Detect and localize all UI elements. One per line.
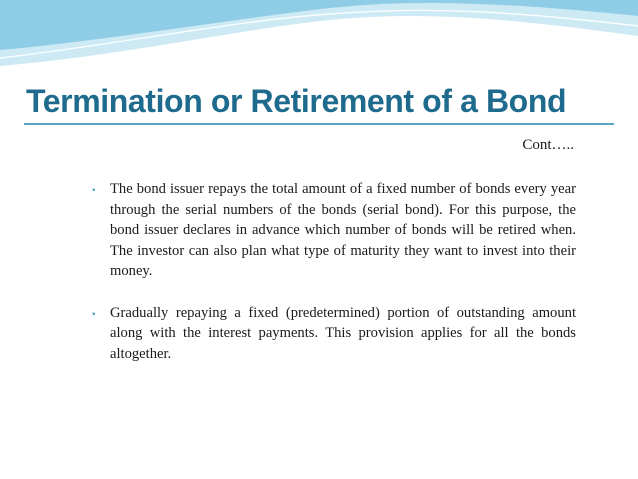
slide-title: Termination or Retirement of a Bond [26, 83, 567, 119]
continuation-label: Cont….. [522, 137, 574, 153]
title-underline [24, 123, 614, 125]
square-bullet-icon: ▪ [92, 308, 96, 320]
bullet-list [92, 179, 576, 385]
square-bullet-icon: ▪ [92, 185, 96, 196]
bullet-item [92, 303, 576, 365]
header-wave-decoration [0, 0, 638, 80]
bullet-text: Gradually repaying a fixed (predetermined) portion of outstanding amount along with the interest payments. This provision applies for all the bonds altogether. [110, 304, 576, 362]
bullet-item [92, 179, 576, 282]
bullet-text: The bond issuer repays the total amount of a fixed number of bonds every year through the serial numbers of the bonds (serial bond). For this purpose, the bond issuer declares in advance which number of bonds will be retired when. The investor can also plan what type of maturity they want to invest into their money. [110, 181, 576, 279]
